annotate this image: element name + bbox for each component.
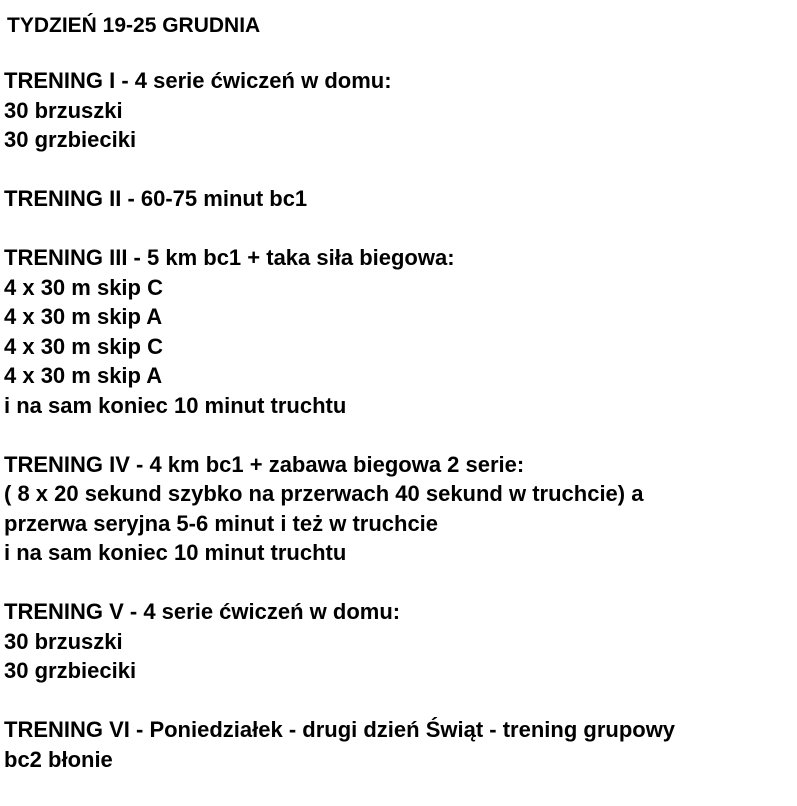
training-heading: TRENING VI - Poniedziałek - drugi dzień Świąt - trening grupowy — [4, 717, 676, 742]
blank-line — [4, 568, 794, 598]
blank-line — [4, 155, 794, 185]
training-heading: TRENING IV - 4 km bc1 + zabawa biegowa 2 serie: — [4, 451, 525, 477]
training-line: 4 x 30 m skip A — [4, 304, 163, 329]
training-plan — [4, 66, 794, 774]
training-line: bc2 błonie — [4, 746, 113, 772]
training-line: 30 brzuszki — [4, 628, 123, 654]
blank-line — [4, 420, 794, 450]
training-line: 30 grzbieciki — [4, 127, 137, 152]
training-line: i na sam koniec 10 minut truchtu — [4, 540, 347, 565]
training-line: 30 brzuszki — [4, 97, 123, 123]
training-line: 30 grzbieciki — [4, 658, 137, 683]
blank-line — [4, 214, 794, 244]
training-heading: TRENING V - 4 serie ćwiczeń w domu: — [4, 599, 401, 624]
training-line: 4 x 30 m skip C — [4, 333, 163, 359]
training-line: ( 8 x 20 sekund szybko na przerwach 40 sekund w truchcie) a — [4, 481, 644, 506]
training-line: przerwa seryjna 5-6 minut i też w truchcie — [4, 510, 439, 536]
blank-line — [4, 686, 794, 716]
document-title: TYDZIEŃ 19-25 GRUDNIA — [7, 14, 261, 37]
training-line: i na sam koniec 10 minut truchtu — [4, 392, 347, 418]
training-heading: TRENING III - 5 km bc1 + taka siła biegowa: — [4, 245, 455, 270]
training-line: 4 x 30 m skip C — [4, 274, 163, 300]
training-heading: TRENING II - 60-75 minut bc1 — [4, 186, 308, 211]
training-line: 4 x 30 m skip A — [4, 363, 163, 388]
training-heading: TRENING I - 4 serie ćwiczeń w domu: — [4, 68, 392, 93]
